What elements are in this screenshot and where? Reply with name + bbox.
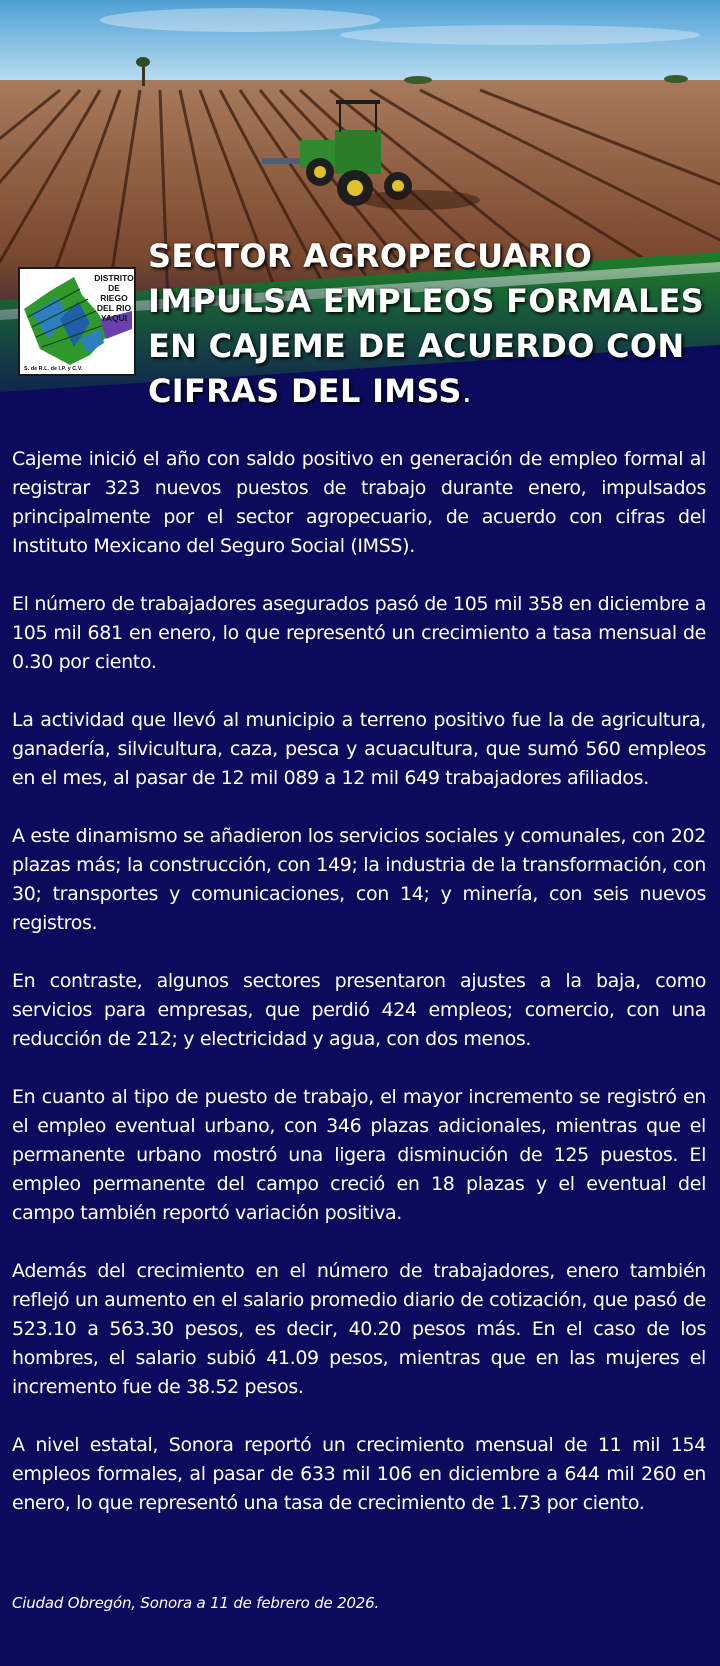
- article-body: [12, 445, 706, 1547]
- headline-period: .: [461, 372, 473, 410]
- headline-line: IMPULSA EMPLEOS FORMALES: [148, 282, 705, 320]
- headline: [148, 234, 708, 414]
- headline-line: EN CAJEME DE ACUERDO CON: [148, 327, 685, 365]
- logo-wordmark: DISTRITO DE RIEGO DEL RIO YAQUI: [94, 273, 134, 323]
- paragraph: En cuanto al tipo de puesto de trabajo, el mayor incremento se registró en el empleo eventual urbano, con 346 plazas adicionales, mientras que el permanente urbano mostró una ligera disminución de 125 puestos. El empleo permanente del campo creció en 18 plazas y el eventual del campo también reportó variación positiva.: [12, 1086, 706, 1224]
- paragraph: Cajeme inició el año con saldo positivo en generación de empleo formal al registrar 323 nuevos puestos de trabajo durante enero, impulsados principalmente por el sector agropecuario, de acuerdo con cifras del Instituto Mexicano del Seguro Social (IMSS).: [12, 448, 706, 557]
- headline-line: SECTOR AGROPECUARIO: [148, 237, 593, 275]
- headline-line: CIFRAS DEL IMSS: [148, 372, 462, 410]
- logo-legal-text: S. de R.L. de I.P. y C.V.: [24, 366, 83, 372]
- hero-banner: [0, 0, 720, 420]
- paragraph: En contraste, algunos sectores presentaron ajustes a la baja, como servicios para empresas, que perdió 424 empleos; comercio, con una reducción de 212; y electricidad y agua, con dos menos.: [12, 970, 706, 1050]
- paragraph: El número de trabajadores asegurados pasó de 105 mil 358 en diciembre a 105 mil 681 en enero, lo que representó un crecimiento a tasa mensual de 0.30 por ciento.: [12, 593, 706, 673]
- distrito-riego-logo: [18, 267, 136, 376]
- paragraph: La actividad que llevó al municipio a terreno positivo fue la de agricultura, ganadería, silvicultura, caza, pesca y acuacultura, que sumó 560 empleos en el mes, al pasar de 12 mil 089 a 12 mil 649 trabajadores afiliados.: [12, 709, 706, 789]
- paragraph: A este dinamismo se añadieron los servicios sociales y comunales, con 202 plazas más; la construcción, con 149; la industria de la transformación, con 30; transportes y comunicaciones, con 14; y minería, con seis nuevos registros.: [12, 825, 706, 934]
- paragraph: A nivel estatal, Sonora reportó un crecimiento mensual de 11 mil 154 empleos formales, al pasar de 633 mil 106 en diciembre a 644 mil 260 en enero, lo que representó una tasa de crecimiento de 1.73 por ciento.: [12, 1434, 706, 1514]
- paragraph: Además del crecimiento en el número de trabajadores, enero también reflejó un aumento en el salario promedio diario de cotización, que pasó de 523.10 a 563.30 pesos, es decir, 40.20 pesos más. En el caso de los hombres, el salario subió 41.09 pesos, mientras que en las mujeres el incremento fue de 38.52 pesos.: [12, 1260, 706, 1398]
- dateline: Ciudad Obregón, Sonora a 11 de febrero de 2026.: [12, 1594, 380, 1612]
